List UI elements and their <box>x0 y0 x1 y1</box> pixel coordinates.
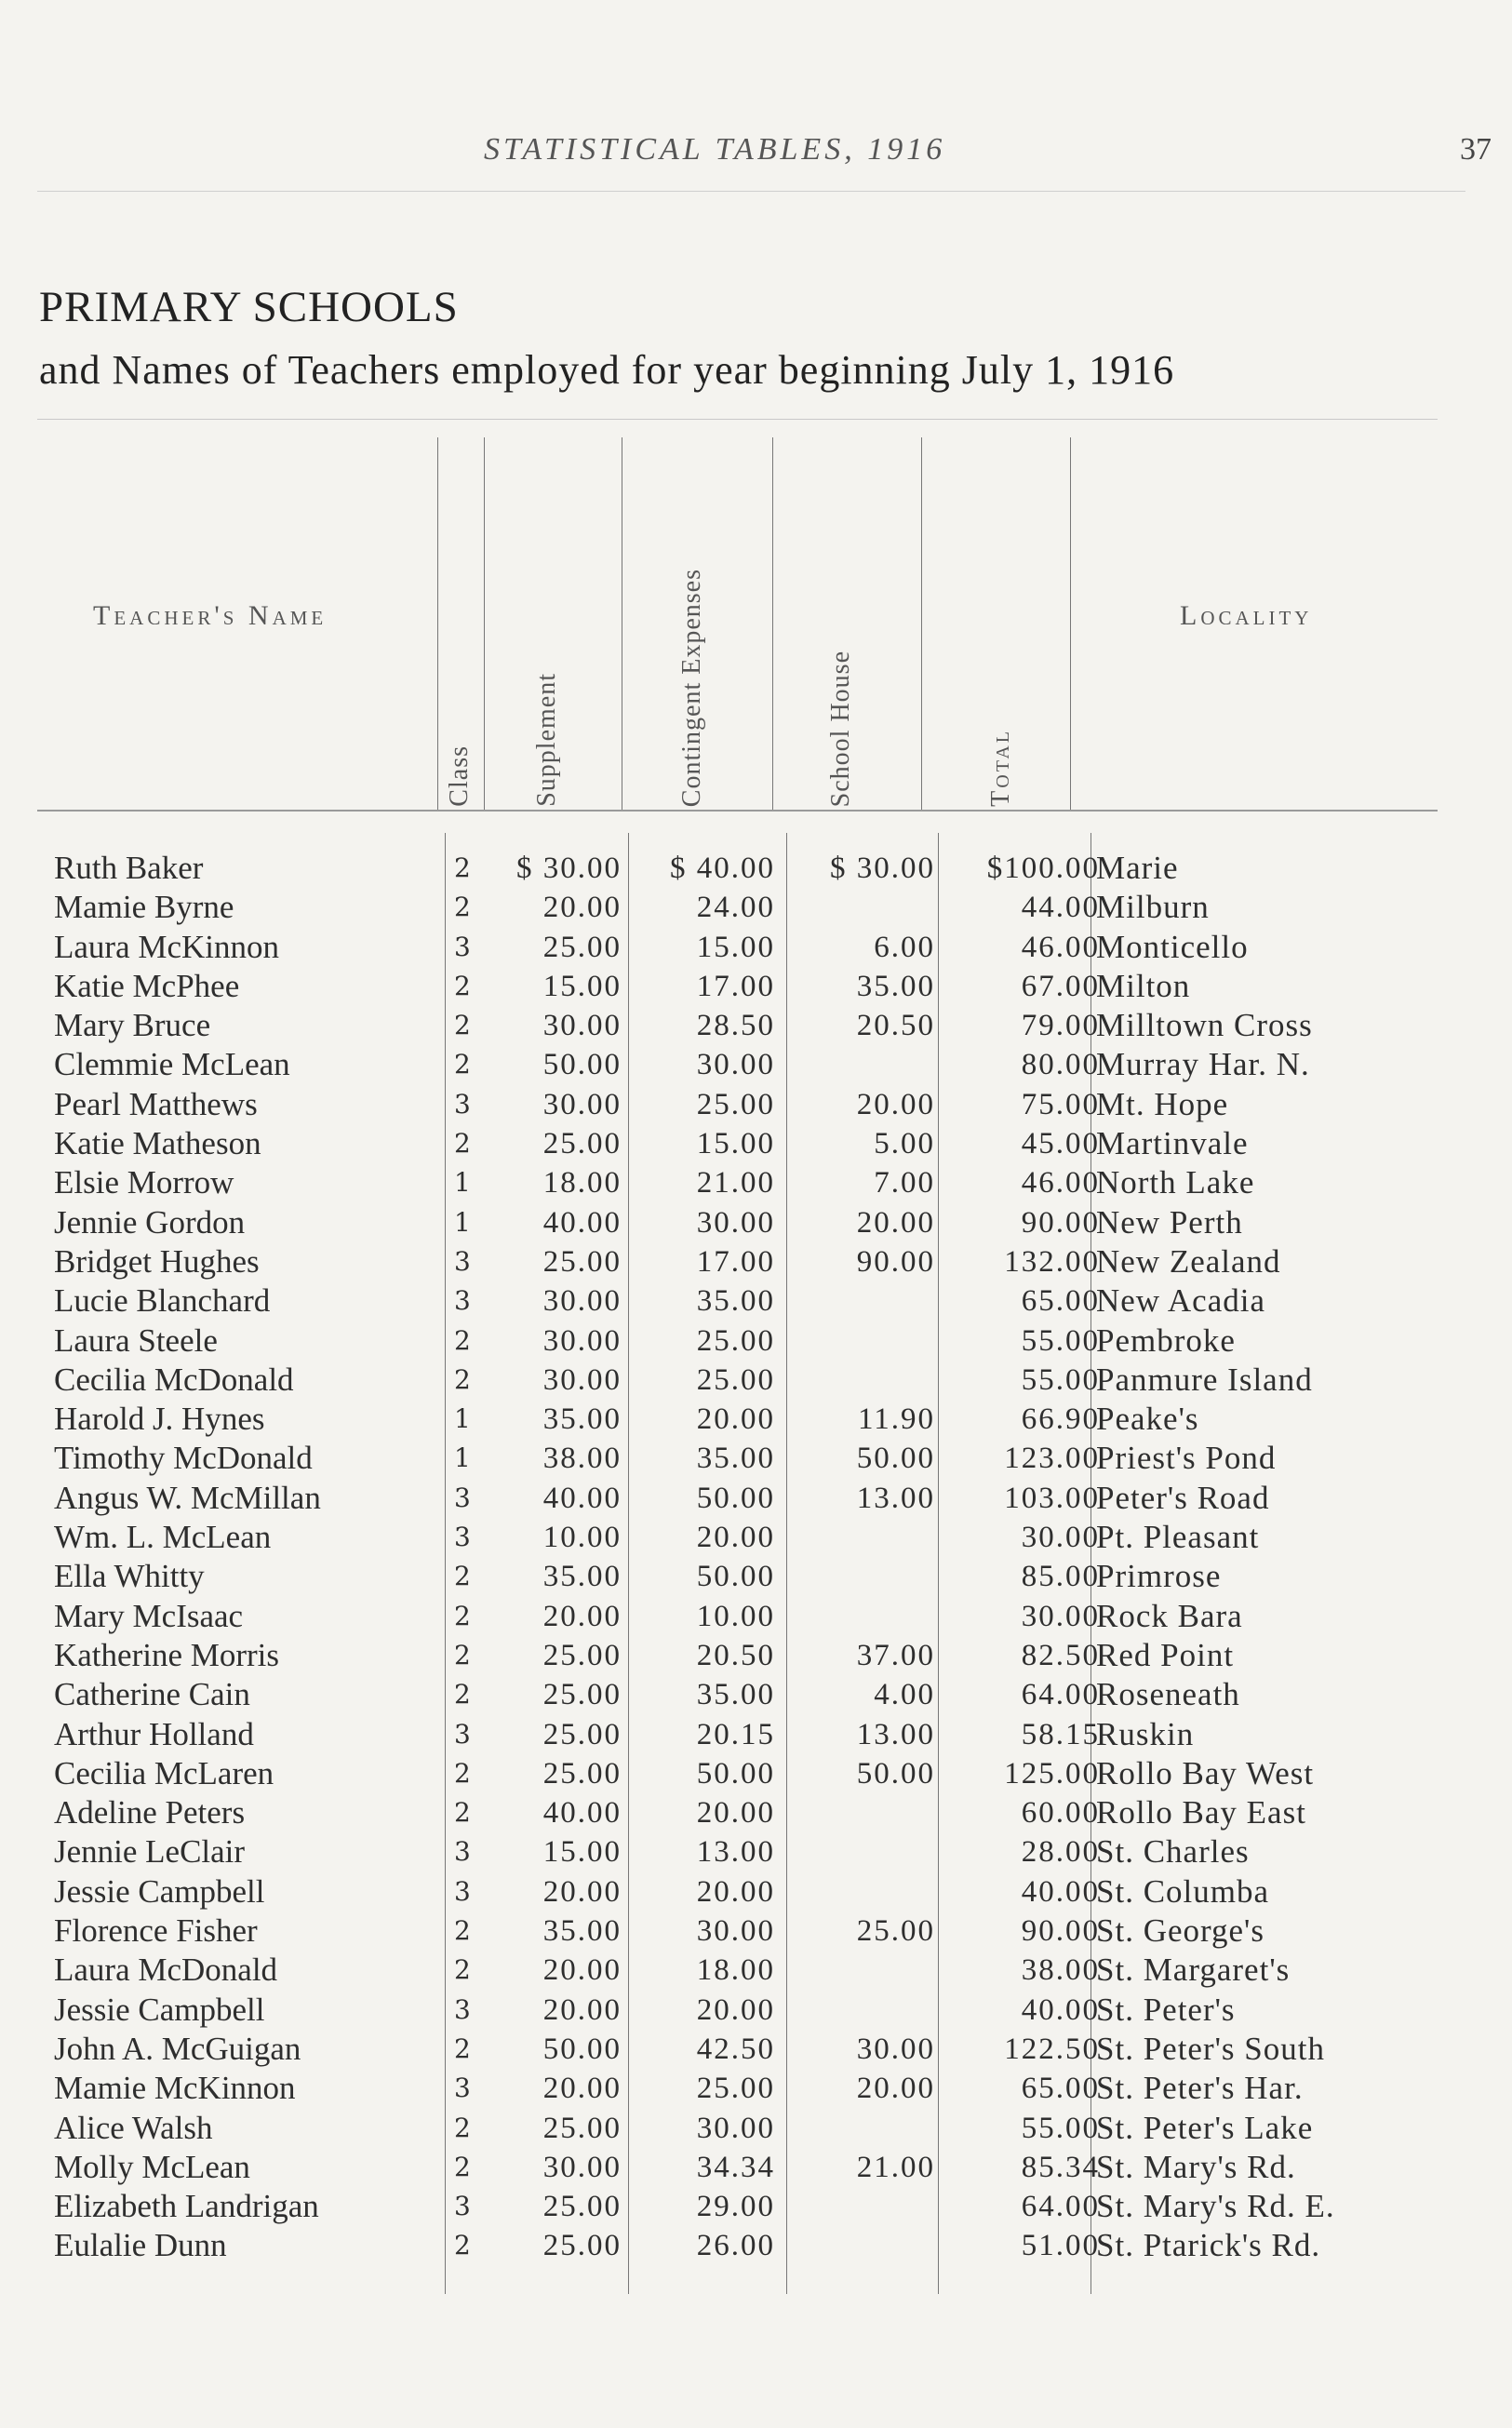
teacher-name: Molly McLean <box>54 2148 250 2185</box>
table-row <box>0 2030 1512 2069</box>
table-row <box>0 1203 1512 1242</box>
locality-name: St. George's <box>1096 1912 1264 1950</box>
locality-name: New Perth <box>1096 1203 1243 1241</box>
school-house-value: 13.00 <box>856 1481 935 1515</box>
teacher-name: Catherine Cain <box>54 1676 250 1713</box>
class-value: 3 <box>454 2073 471 2104</box>
class-value: 1 <box>454 1206 471 1238</box>
contingent-value: 42.50 <box>696 2032 775 2066</box>
supplement-value: 20.00 <box>542 1953 622 1988</box>
teacher-name: Katie McPhee <box>54 967 240 1004</box>
teacher-name: Jennie Gordon <box>54 1203 246 1241</box>
teacher-name: Lucie Blanchard <box>54 1282 271 1320</box>
header-rule <box>37 191 1465 192</box>
contingent-value: 20.15 <box>696 1717 775 1751</box>
locality-name: St. Charles <box>1096 1833 1250 1871</box>
teacher-name: Ruth Baker <box>54 850 204 886</box>
table-row <box>0 2226 1512 2265</box>
supplement-value: 25.00 <box>542 1638 622 1672</box>
locality-name: St. Peter's Har. <box>1096 2070 1304 2107</box>
locality-name: Roseneath <box>1096 1676 1240 1713</box>
teacher-table <box>0 849 1512 2266</box>
total-value: 45.00 <box>1021 1127 1100 1161</box>
contingent-value: 50.00 <box>696 1756 775 1791</box>
locality-name: Red Point <box>1096 1636 1235 1673</box>
locality-name: St. Margaret's <box>1096 1952 1291 1989</box>
contingent-value: 20.00 <box>696 1992 775 2027</box>
school-house-value: 7.00 <box>874 1166 935 1201</box>
teacher-name: Mamie McKinnon <box>54 2070 296 2107</box>
teacher-name: Laura Steele <box>54 1321 218 1359</box>
locality-name: Primrose <box>1096 1558 1222 1595</box>
teacher-name: Wm. L. McLean <box>54 1519 272 1556</box>
contingent-value: 30.00 <box>696 1914 775 1949</box>
table-row <box>0 1754 1512 1793</box>
contingent-value: 25.00 <box>696 1362 775 1397</box>
table-row <box>0 1006 1512 1045</box>
table-row <box>0 1793 1512 1832</box>
table-top-rule <box>37 419 1438 420</box>
table-row <box>0 1557 1512 1596</box>
supplement-value: 30.00 <box>542 1284 622 1319</box>
teacher-name: Clemmie McLean <box>54 1046 290 1083</box>
locality-name: Milburn <box>1096 889 1210 926</box>
total-value: 55.00 <box>1021 1323 1100 1358</box>
school-house-value: 50.00 <box>856 1442 935 1476</box>
contingent-value: 18.00 <box>696 1953 775 1988</box>
total-value: 132.00 <box>1004 1244 1100 1279</box>
locality-name: Rollo Bay West <box>1096 1754 1315 1791</box>
locality-name: Rock Bara <box>1096 1597 1243 1634</box>
locality-name: Milltown Cross <box>1096 1007 1313 1044</box>
locality-name: Mt. Hope <box>1096 1085 1229 1122</box>
table-row <box>0 1715 1512 1754</box>
supplement-value: 30.00 <box>542 1009 622 1043</box>
supplement-value: 20.00 <box>542 2072 622 2106</box>
locality-name: North Lake <box>1096 1164 1255 1201</box>
column-divider <box>484 437 485 810</box>
column-divider <box>921 437 922 810</box>
class-value: 2 <box>454 1639 471 1670</box>
class-value: 2 <box>454 970 471 1001</box>
locality-name: St. Columba <box>1096 1872 1270 1910</box>
locality-name: Ruskin <box>1096 1715 1195 1752</box>
total-value: 122.50 <box>1004 2032 1100 2066</box>
locality-name: St. Peter's South <box>1096 2030 1325 2067</box>
total-value: $100.00 <box>986 852 1100 885</box>
class-value: 2 <box>454 1010 471 1041</box>
locality-name: New Zealand <box>1096 1242 1281 1280</box>
school-house-value: 20.50 <box>856 1009 935 1043</box>
contingent-value: 29.00 <box>696 2190 775 2224</box>
school-house-value: 37.00 <box>856 1638 935 1672</box>
class-value: 3 <box>454 1993 471 2025</box>
supplement-value: 15.00 <box>542 969 622 1003</box>
class-value: 2 <box>454 2112 471 2143</box>
contingent-value: 20.00 <box>696 1796 775 1831</box>
teacher-name: Mary McIsaac <box>54 1597 244 1634</box>
supplement-value: 30.00 <box>542 1323 622 1358</box>
supplement-value: 50.00 <box>542 1048 622 1082</box>
locality-name: Peter's Road <box>1096 1479 1270 1516</box>
contingent-value: 35.00 <box>696 1678 775 1712</box>
class-value: 1 <box>454 1403 471 1435</box>
teacher-name: Katie Matheson <box>54 1125 261 1162</box>
column-header-class: Class <box>445 745 474 807</box>
teacher-name: Alice Walsh <box>54 2109 213 2146</box>
teacher-name: Angus W. McMillan <box>54 1479 321 1516</box>
supplement-value: 10.00 <box>542 1521 622 1555</box>
total-value: 65.00 <box>1021 2072 1100 2106</box>
locality-name: Martinvale <box>1096 1125 1249 1162</box>
teacher-name: Jessie Campbell <box>54 1991 265 2028</box>
contingent-value: 24.00 <box>696 891 775 925</box>
class-value: 3 <box>454 2191 471 2222</box>
table-row <box>0 1085 1512 1124</box>
teacher-name: Florence Fisher <box>54 1912 258 1950</box>
supplement-value: 30.00 <box>542 1362 622 1397</box>
contingent-value: 21.00 <box>696 1166 775 1201</box>
table-row <box>0 928 1512 967</box>
teacher-name: Laura McKinnon <box>54 928 280 965</box>
supplement-value: 30.00 <box>542 2150 622 2184</box>
school-house-value: 13.00 <box>856 1717 935 1751</box>
table-row <box>0 967 1512 1006</box>
school-house-value: $ 30.00 <box>830 852 935 885</box>
table-row <box>0 1636 1512 1675</box>
column-header-supplement: Supplement <box>532 673 561 807</box>
total-value: 51.00 <box>1021 2229 1100 2263</box>
contingent-value: 50.00 <box>696 1560 775 1594</box>
locality-name: Marie <box>1096 850 1179 886</box>
teacher-name: Cecilia McDonald <box>54 1361 294 1398</box>
contingent-value: 20.00 <box>696 1521 775 1555</box>
class-value: 3 <box>454 1088 471 1120</box>
teacher-name: John A. McGuigan <box>54 2030 301 2067</box>
column-header-contingent: Contingent Expenses <box>677 568 706 807</box>
supplement-value: 20.00 <box>542 891 622 925</box>
teacher-name: Mary Bruce <box>54 1007 211 1044</box>
page-title: PRIMARY SCHOOLS <box>39 283 459 331</box>
total-value: 44.00 <box>1021 891 1100 925</box>
supplement-value: 38.00 <box>542 1442 622 1476</box>
table-row <box>0 1597 1512 1636</box>
teacher-name: Timothy McDonald <box>54 1440 313 1477</box>
contingent-value: 15.00 <box>696 930 775 964</box>
class-value: 2 <box>454 852 471 883</box>
school-house-value: 35.00 <box>856 969 935 1003</box>
supplement-value: 20.00 <box>542 1599 622 1633</box>
teacher-name: Eulalie Dunn <box>54 2227 227 2264</box>
contingent-value: 10.00 <box>696 1599 775 1633</box>
supplement-value: 40.00 <box>542 1796 622 1831</box>
teacher-name: Harold J. Hynes <box>54 1401 265 1438</box>
column-header-name: Teacher's Name <box>93 600 328 631</box>
supplement-value: 40.00 <box>542 1205 622 1240</box>
contingent-value: 35.00 <box>696 1442 775 1476</box>
supplement-value: 40.00 <box>542 1481 622 1515</box>
contingent-value: 17.00 <box>696 1244 775 1279</box>
class-value: 2 <box>454 1324 471 1356</box>
supplement-value: 50.00 <box>542 2032 622 2066</box>
total-value: 85.00 <box>1021 1560 1100 1594</box>
class-value: 2 <box>454 1561 471 1592</box>
contingent-value: 13.00 <box>696 1835 775 1870</box>
class-value: 2 <box>454 892 471 923</box>
class-value: 2 <box>454 1128 471 1160</box>
teacher-name: Ella Whitty <box>54 1558 205 1595</box>
teacher-name: Cecilia McLaren <box>54 1754 274 1791</box>
teacher-name: Arthur Holland <box>54 1715 254 1752</box>
total-value: 90.00 <box>1021 1205 1100 1240</box>
teacher-name: Adeline Peters <box>54 1794 246 1831</box>
school-house-value: 50.00 <box>856 1756 935 1791</box>
school-house-value: 11.90 <box>857 1402 935 1437</box>
total-value: 125.00 <box>1004 1756 1100 1791</box>
locality-name: Pembroke <box>1096 1321 1236 1359</box>
table-row <box>0 1361 1512 1400</box>
school-house-value: 6.00 <box>874 930 935 964</box>
class-value: 2 <box>454 1915 471 1947</box>
contingent-value: 25.00 <box>696 1087 775 1121</box>
table-row <box>0 1045 1512 1084</box>
contingent-value: 30.00 <box>696 2111 775 2145</box>
locality-name: Priest's Pond <box>1096 1440 1277 1477</box>
supplement-value: 25.00 <box>542 2190 622 2224</box>
total-value: 38.00 <box>1021 1953 1100 1988</box>
total-value: 123.00 <box>1004 1442 1100 1476</box>
contingent-value: 17.00 <box>696 969 775 1003</box>
column-divider <box>772 437 773 810</box>
total-value: 67.00 <box>1021 969 1100 1003</box>
total-value: 30.00 <box>1021 1599 1100 1633</box>
page-number: 37 <box>1460 132 1492 167</box>
locality-name: St. Mary's Rd. E. <box>1096 2188 1335 2225</box>
table-row <box>0 1479 1512 1518</box>
contingent-value: 15.00 <box>696 1127 775 1161</box>
contingent-value: 30.00 <box>696 1048 775 1082</box>
school-house-value: 4.00 <box>874 1678 935 1712</box>
table-row <box>0 1321 1512 1361</box>
locality-name: St. Peter's Lake <box>1096 2109 1314 2146</box>
table-row <box>0 1281 1512 1321</box>
table-row <box>0 1124 1512 1163</box>
total-value: 65.00 <box>1021 1284 1100 1319</box>
class-value: 2 <box>454 1049 471 1080</box>
teacher-name: Jennie LeClair <box>54 1833 246 1871</box>
supplement-value: 18.00 <box>542 1166 622 1201</box>
class-value: 3 <box>454 1482 471 1513</box>
class-value: 2 <box>454 1757 471 1789</box>
column-divider <box>1070 437 1071 810</box>
column-header-total: Total <box>986 729 1015 807</box>
class-value: 3 <box>454 1718 471 1750</box>
total-value: 64.00 <box>1021 2190 1100 2224</box>
total-value: 28.00 <box>1021 1835 1100 1870</box>
contingent-value: 20.00 <box>696 1874 775 1909</box>
supplement-value: 25.00 <box>542 1678 622 1712</box>
supplement-value: 15.00 <box>542 1835 622 1870</box>
class-value: 2 <box>454 1679 471 1710</box>
table-row <box>0 849 1512 888</box>
locality-name: Monticello <box>1096 928 1249 965</box>
school-house-value: 20.00 <box>856 1205 935 1240</box>
total-value: 40.00 <box>1021 1874 1100 1909</box>
teacher-name: Elizabeth Landrigan <box>54 2188 319 2225</box>
teacher-name: Pearl Matthews <box>54 1085 258 1122</box>
supplement-value: 30.00 <box>542 1087 622 1121</box>
total-value: 55.00 <box>1021 2111 1100 2145</box>
contingent-value: 25.00 <box>696 2072 775 2106</box>
total-value: 79.00 <box>1021 1009 1100 1043</box>
school-house-value: 20.00 <box>856 2072 935 2106</box>
contingent-value: 20.00 <box>696 1402 775 1437</box>
table-row <box>0 2069 1512 2108</box>
locality-name: Peake's <box>1096 1401 1199 1438</box>
contingent-value: 20.50 <box>696 1638 775 1672</box>
table-row <box>0 1242 1512 1281</box>
total-value: 46.00 <box>1021 1166 1100 1201</box>
column-divider <box>437 437 438 810</box>
table-row <box>0 1439 1512 1478</box>
total-value: 58.15 <box>1021 1717 1100 1751</box>
supplement-value: 25.00 <box>542 1127 622 1161</box>
locality-name: Murray Har. N. <box>1096 1046 1310 1083</box>
table-row <box>0 1400 1512 1439</box>
supplement-value: 20.00 <box>542 1874 622 1909</box>
locality-name: St. Mary's Rd. <box>1096 2148 1296 2185</box>
total-value: 103.00 <box>1004 1481 1100 1515</box>
total-value: 75.00 <box>1021 1087 1100 1121</box>
table-row <box>0 1675 1512 1714</box>
total-value: 60.00 <box>1021 1796 1100 1831</box>
column-header-school-house: School House <box>826 650 855 807</box>
page-subtitle: and Names of Teachers employed for year beginning July 1, 1916 <box>39 347 1175 393</box>
total-value: 82.50 <box>1021 1638 1100 1672</box>
total-value: 66.90 <box>1021 1402 1100 1437</box>
table-row <box>0 2148 1512 2187</box>
total-value: 40.00 <box>1021 1992 1100 2027</box>
school-house-value: 5.00 <box>874 1127 935 1161</box>
locality-name: St. Peter's <box>1096 1991 1236 2028</box>
total-value: 90.00 <box>1021 1914 1100 1949</box>
supplement-value: 25.00 <box>542 2111 622 2145</box>
running-head: STATISTICAL TABLES, 1916 <box>484 132 946 167</box>
contingent-value: 28.50 <box>696 1009 775 1043</box>
contingent-value: 25.00 <box>696 1323 775 1358</box>
locality-name: St. Ptarick's Rd. <box>1096 2227 1321 2264</box>
class-value: 3 <box>454 1285 471 1317</box>
table-row <box>0 1951 1512 1990</box>
table-row <box>0 888 1512 927</box>
contingent-value: 26.00 <box>696 2229 775 2263</box>
locality-name: Rollo Bay East <box>1096 1794 1306 1831</box>
contingent-value: 50.00 <box>696 1481 775 1515</box>
class-value: 2 <box>454 1797 471 1829</box>
supplement-value: 35.00 <box>542 1914 622 1949</box>
locality-name: New Acadia <box>1096 1282 1266 1320</box>
supplement-value: 25.00 <box>542 930 622 964</box>
locality-name: Panmure Island <box>1096 1361 1313 1398</box>
class-value: 2 <box>454 1363 471 1395</box>
school-house-value: 90.00 <box>856 1244 935 1279</box>
class-value: 2 <box>454 2230 471 2261</box>
school-house-value: 21.00 <box>856 2150 935 2184</box>
total-value: 55.00 <box>1021 1362 1100 1397</box>
class-value: 2 <box>454 2151 471 2182</box>
column-header-locality: Locality <box>1180 600 1313 631</box>
class-value: 2 <box>454 1954 471 1986</box>
total-value: 80.00 <box>1021 1048 1100 1082</box>
school-house-value: 20.00 <box>856 1087 935 1121</box>
teacher-name: Bridget Hughes <box>54 1242 260 1280</box>
table-row <box>0 1518 1512 1557</box>
supplement-value: 35.00 <box>542 1560 622 1594</box>
supplement-value: 25.00 <box>542 2229 622 2263</box>
supplement-value: 25.00 <box>542 1717 622 1751</box>
contingent-value: 35.00 <box>696 1284 775 1319</box>
table-row <box>0 1163 1512 1202</box>
supplement-value: 25.00 <box>542 1756 622 1791</box>
table-row <box>0 1991 1512 2030</box>
class-value: 3 <box>454 1875 471 1907</box>
locality-name: Milton <box>1096 967 1191 1004</box>
class-value: 2 <box>454 1600 471 1631</box>
class-value: 2 <box>454 2032 471 2064</box>
total-value: 64.00 <box>1021 1678 1100 1712</box>
total-value: 46.00 <box>1021 930 1100 964</box>
class-value: 3 <box>454 1522 471 1553</box>
table-row <box>0 1912 1512 1951</box>
contingent-value: 30.00 <box>696 1205 775 1240</box>
teacher-name: Laura McDonald <box>54 1952 278 1989</box>
supplement-value: 25.00 <box>542 1244 622 1279</box>
supplement-value: 20.00 <box>542 1992 622 2027</box>
total-value: 85.34 <box>1021 2150 1100 2184</box>
table-row <box>0 1832 1512 1871</box>
class-value: 3 <box>454 1836 471 1868</box>
teacher-name: Mamie Byrne <box>54 889 234 926</box>
table-header-rule <box>37 810 1438 812</box>
school-house-value: 25.00 <box>856 1914 935 1949</box>
supplement-value: $ 30.00 <box>516 852 622 885</box>
teacher-name: Jessie Campbell <box>54 1872 265 1910</box>
class-value: 1 <box>454 1167 471 1199</box>
class-value: 1 <box>454 1442 471 1474</box>
contingent-value: 34.34 <box>696 2150 775 2184</box>
contingent-value: $ 40.00 <box>670 852 775 885</box>
total-value: 30.00 <box>1021 1521 1100 1555</box>
teacher-name: Elsie Morrow <box>54 1164 234 1201</box>
school-house-value: 30.00 <box>856 2032 935 2066</box>
locality-name: Pt. Pleasant <box>1096 1519 1260 1556</box>
table-row <box>0 1872 1512 1912</box>
supplement-value: 35.00 <box>542 1402 622 1437</box>
table-row <box>0 2187 1512 2226</box>
teacher-name: Katherine Morris <box>54 1636 280 1673</box>
class-value: 3 <box>454 931 471 962</box>
class-value: 3 <box>454 1245 471 1277</box>
table-row <box>0 2109 1512 2148</box>
